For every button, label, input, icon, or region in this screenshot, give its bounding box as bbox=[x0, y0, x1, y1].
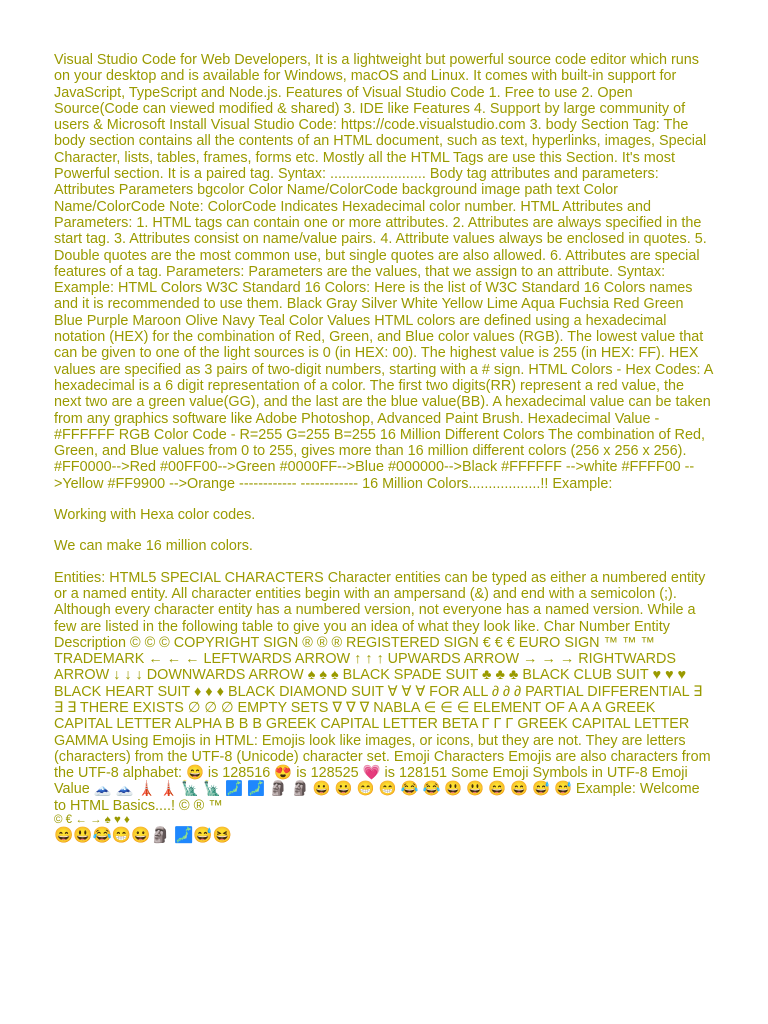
paragraph-hexa-codes: Working with Hexa color codes. bbox=[54, 507, 256, 524]
paragraph-vscode-body-colors: Visual Studio Code for Web Developers, It is a lightweight but powerful source code editor which runs on your desktop and is available for Windows, macOS and Linux. It comes with built-in support for JavaScript, TypeScript and Node.js. Features of Visual Studio Code 1. Free to use 2. Open Source(Code can viewed modified & shared) 3. IDE like Features 4. Support by large community of users & Microsoft Install Visual Studio Code: https://code.visualstudio.com 3. body Section Tag: The body section contains all the contents of an HTML document, such as text, hyperlinks, images, Special Character, lists, tables, frames, forms etc. Mostly all the HTML Tags are use this Section. It's most Powerful section. It is a paired tag. Syntax: ........................ Body tag attributes and parameters: Attributes Parameters bgcolor Color Name/ColorCode background image path text Color Name/ColorCode Note: ColorCode Indicates Hexadecimal color number. HTML Attributes and Parameters: 1. HTML tags can contain one or more attributes. 2. Attributes are always specified in the start tag. 3. Attributes consist on name/value pairs. 4. Attribute values always be enclosed in quotes. 5. Double quotes are the most common use, but single quotes are also allowed. 6. Attributes are special features of a tag. Parameters: Parameters are the values, that we assign to an attribute. Syntax: Example: HTML Colors W3C Standard 16 Colors: Here is the list of W3C Standard 16 Colors names and it is recommended to use them. Black Gray Silver White Yellow Lime Aqua Fuchsia Red Green Blue Purple Maroon Olive Navy Teal Color Values HTML colors are defined using a hexadecimal notation (HEX) for the combination of Red, Green, and Blue color values (RGB). The lowest value that can be given to one of the light sources is 0 (in HEX: 00). The highest value is 255 (in HEX: FF). HEX values are specified as 3 pairs of two-digit numbers, starting with a # sign. HTML Colors - Hex Codes: A hexadecimal is a 6 digit representation of a color. The first two digits(RR) represent a red value, the next two are a green value(GG), and the last are the blue value(BB). A hexadecimal value can be taken from any graphics software like Adobe Photoshop, Advanced Paint Brush. Hexadecimal Value - #FFFFFF RGB Color Code - R=255 G=255 B=255 16 Million Different Colors The combination of Red, Green, and Blue values from 0 to 255, gives more than 16 million different colors (256 x 256 x 256). #FF0000-->Red #00FF00-->Green #0000FF-->Blue #000000-->Black #FFFFFF -->white #FFFF00 -->Yellow #FF9900 -->Orange ------------ ------------ 16 Million Colors..................!! Example: bbox=[54, 52, 713, 492]
paragraph-entities-emojis: Entities: HTML5 SPECIAL CHARACTERS Character entities can be typed as either a numbered entity or a named entity. All character entities begin with an ampersand (&) and end with a semicolon (;). Although every character entity has a numbered version, not everyone has a named version. While a few are listed in the following table to give you an idea of what they look like. Char Number Entity Description © © © COPYRIGHT SIGN ® ® ® REGISTERED SIGN € € € EURO SIGN ™ ™ ™ TRADEMARK ← ← ← LEFTWARDS ARROW ↑ ↑ ↑ UPWARDS ARROW → → → RIGHTWARDS ARROW ↓ ↓ ↓ DOWNWARDS ARROW ♠ ♠ ♠ BLACK SPADE SUIT ♣ ♣ ♣ BLACK CLUB SUIT ♥ ♥ ♥ BLACK HEART SUIT ♦ ♦ ♦ BLACK DIAMOND SUIT ∀ ∀ ∀ FOR ALL ∂ ∂ ∂ PARTIAL DIFFERENTIAL ∃ ∃ ∃ THERE EXISTS ∅ ∅ ∅ EMPTY SETS ∇ ∇ ∇ NABLA ∈ ∈ ∈ ELEMENT OF A A A GREEK CAPITAL LETTER ALPHA B B B GREEK CAPITAL LETTER BETA Γ Γ Γ GREEK CAPITAL LETTER GAMMA Using Emojis in HTML: Emojis look like images, or icons, but they are not. They are letters (characters) from the UTF-8 (Unicode) character set. Emoji Characters Emojis are also characters from the UTF-8 alphabet: 😄 is 128516 😍 is 128525 💗 is 128151 Some Emoji Symbols in UTF-8 Emoji Value 🗻 🗻 🗼 🗼 🗽 🗽 🗾 🗾 🗿 🗿 😀 😀 😁 😁 😂 😂 😃 😃 😄 😄 😅 😅 Example: Welcome to HTML Basics....! © ® ™ bbox=[54, 569, 711, 814]
symbols-line: © € ← → ♠ ♥ ♦ bbox=[54, 814, 130, 827]
emoji-line: 😄😃😂😁😀🗿 🗾😅😆 bbox=[54, 827, 233, 845]
paragraph-sixteen-million: We can make 16 million colors. bbox=[54, 538, 253, 555]
